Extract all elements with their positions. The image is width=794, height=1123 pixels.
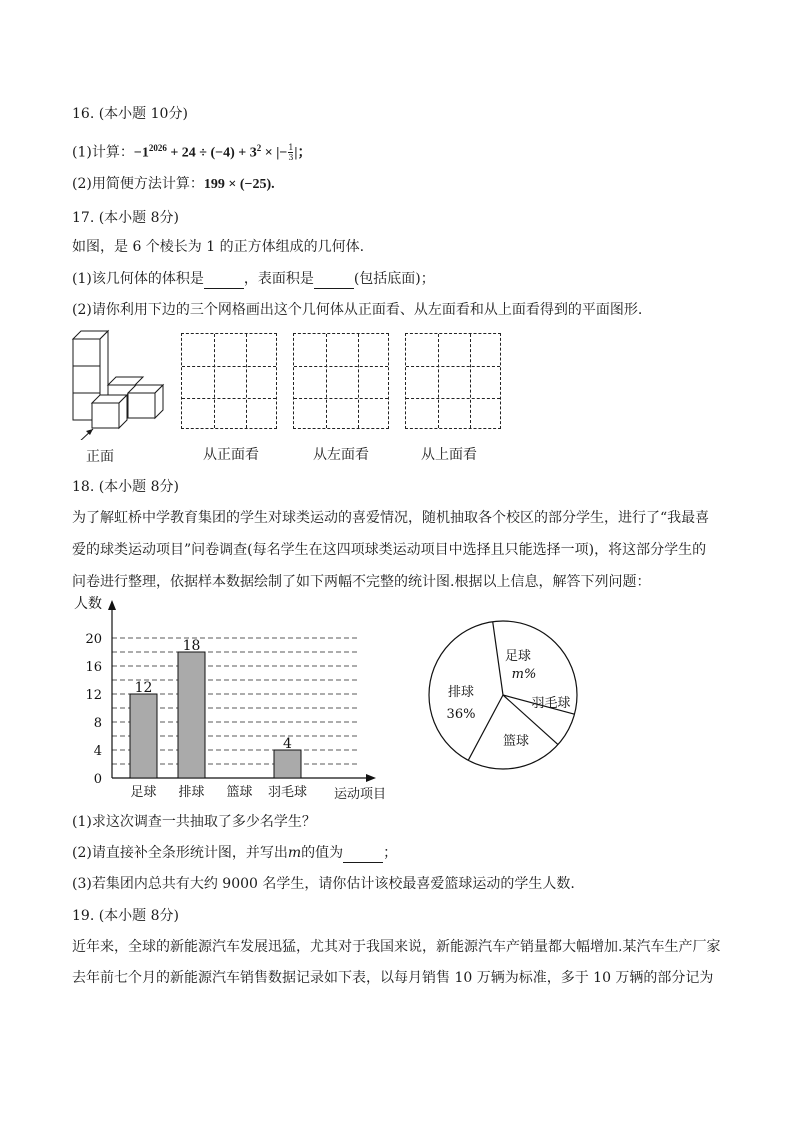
y-axis-label: 人数 [74,596,102,612]
x-tick-label: 排球 [178,785,205,800]
q18-q2-text-c: ； [383,845,398,861]
q18-q2-m: m [287,845,302,861]
q16-expr-a: −1 [133,145,149,161]
answer-blank [204,274,244,289]
q16-expr-b: + 24 ÷ (−4) + 3 [166,145,257,161]
q16-expr-c: × |− [261,145,288,161]
q16-exp-a: 2026 [148,143,167,153]
x-axis-label: 运动项目 [333,787,387,802]
y-tick-label: 20 [85,632,102,647]
q16-part2-expr: 199 × (−25). [203,177,275,192]
pie-slice-label: 足球 [504,649,532,664]
y-tick-label: 12 [85,688,102,703]
q18-q2 [72,843,397,863]
q18-q2-text-b: 的值为 [301,845,344,861]
q18-para-line: 爱的球类运动项目”问卷调查(每名学生在这四项球类运动项目中选择且只能选择一项)，将这部分学生的 [72,542,707,558]
q17-intro: 如图，是 6 个棱长为 1 的正方体组成的几何体. [72,239,365,255]
q18-q2-text-a: (2)请直接补全条形统计图，并写出 [72,845,288,861]
q19-para-line: 去年前七个月的新能源汽车销售数据记录如下表，以每月销售 10 万辆为标准，多于 10 万辆的部分记为 [72,970,714,986]
y-tick-label: 8 [93,716,102,731]
cube-figure [60,325,170,440]
q19-para-line: 近年来，全球的新能源汽车发展迅猛，尤其对于我国来说，新能源汽车产销量都大幅增加.某汽车生产厂家 [72,939,721,955]
answer-blank [343,848,383,863]
grid-top-view [405,333,501,429]
caption-left-view: 从左面看 [313,447,369,463]
pie-slice-label: 排球 [447,685,475,700]
x-tick-label: 足球 [130,785,157,800]
q16-expr-d: |； [294,145,312,161]
front-label: 正面 [86,449,114,465]
q18-heading: 18. (本小题 8分) [72,479,179,495]
y-tick-label: 4 [93,744,102,759]
x-tick-label: 羽毛球 [267,785,308,800]
pie-slice-value: m% [511,667,537,682]
q17-part1 [72,269,435,289]
q16-exp-b: 2 [256,143,262,153]
data-label: 12 [134,680,153,696]
y-tick-label: 16 [85,660,102,675]
q16-part2-prefix: (2)用简便方法计算： [72,176,204,192]
q18-para-line: 问卷进行整理，依据样本数据绘制了如下两幅不完整的统计图.根据以上信息，解答下列问题： [72,574,651,590]
pie-slice-label: 羽毛球 [531,696,571,711]
y-tick-label: 0 [93,772,102,787]
caption-front-view: 从正面看 [203,447,259,463]
q16-part1-prefix: (1)计算： [72,144,134,161]
q18-q1: (1)求这次调查一共抽取了多少名学生？ [72,814,316,830]
y-axis-arrow [108,600,116,610]
pie-chart [420,618,590,773]
q17-part2: (2)请你利用下边的三个网格画出这个几何体从正面看、从左面看和从上面看得到的平面图形. [72,302,643,318]
caption-top-view: 从上面看 [421,447,477,463]
q17-part1-text-c: (包括底面)； [353,271,435,287]
answer-blank [314,274,354,289]
q17-heading: 17. (本小题 8分) [72,210,179,226]
x-tick-label: 篮球 [226,785,253,800]
pie-slice-label: 篮球 [502,734,530,749]
bar-chart [60,592,400,807]
q19-heading: 19. (本小题 8分) [72,908,179,924]
q18-para-line: 为了解虹桥中学教育集团的学生对球类运动的喜爱情况，随机抽取各个校区的部分学生，进行了“我最喜 [72,510,710,526]
data-label: 18 [182,638,201,654]
grid-left-view [293,333,389,429]
q17-part1-text-a: (1)该几何体的体积是 [72,271,204,287]
data-label: 4 [283,736,292,752]
x-axis-arrow [366,774,376,782]
q17-part1-text-b: ，表面积是 [243,271,314,287]
q16-part1 [72,138,312,164]
bar [130,694,157,778]
bar [178,652,205,778]
bar [274,750,301,778]
q16-part2 [72,174,275,195]
q18-q3: (3)若集团内总共有大约 9000 名学生，请你估计该校最喜爱篮球运动的学生人数. [72,876,575,892]
q16-heading: 16. (本小题 10分) [72,106,188,122]
pie-slice-value: 36% [446,707,476,722]
grid-front-view [181,333,277,429]
q16-fraction: $\frac{1}{3}$ [288,143,294,163]
